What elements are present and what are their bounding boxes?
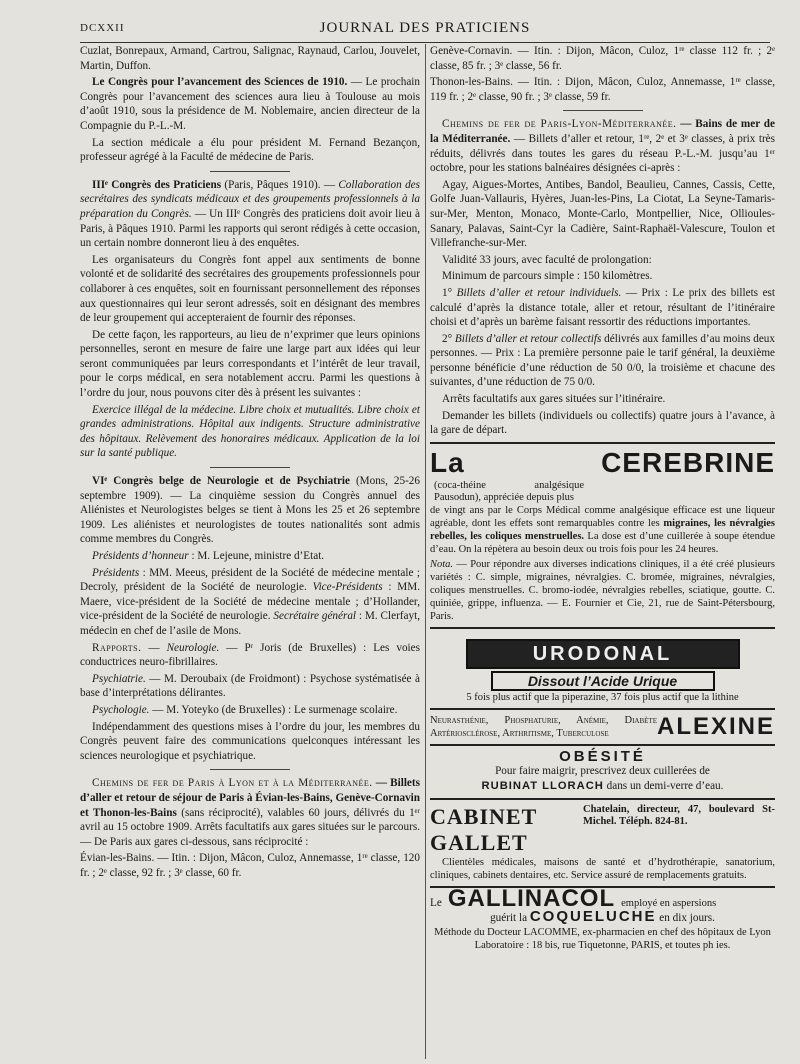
left-column — [80, 44, 420, 882]
gallinacol-guerit: guérit la COQUELUCHE en dix jours. — [490, 908, 715, 926]
gallet-text: Clientèles médicales, maisons de santé et d’hydrothérapie, sanatorium, cliniques, cabinets dentaires, etc. Service assuré de remplacements gratuits. — [430, 856, 775, 881]
psychologie: Psychologie. — M. Yoteyko (de Bruxelles) : Le surmenage scolaire. — [92, 703, 398, 716]
cerebrine-body: de vingt ans par le Corps Médical comme analgésique efficace est une liqueur agréable, dont les effets sont remarquables contre les migraines, les névralgies rebelles, les coliques menstruelles. La dose est d’une cuillerée à soupe étendue d’eau. On la répètera au besoin deux ou trois fois pour les 24 heures. — [430, 504, 775, 555]
page-number: DCXXII — [80, 22, 125, 34]
alexine-brand: ALEXINE — [656, 712, 775, 740]
gallinacol-ad — [430, 886, 775, 952]
cerebrine-ad — [430, 442, 775, 623]
validite: Validité 33 jours, avec faculté de prolongation: — [442, 253, 652, 266]
demander-billets: Demander les billets (individuels ou collectifs) quatre jours à l’avance, à la gare de départ. — [430, 409, 775, 437]
obesite-ad — [430, 744, 775, 794]
cerebrine-brand: La CEREBRINE — [430, 446, 775, 478]
urodonal-note: 5 fois plus actif que la piperazine, 37 fois plus actif que la lithine — [466, 691, 739, 703]
page-header — [80, 20, 770, 43]
journal-title: JOURNAL DES PRATICIENS — [319, 20, 531, 36]
arrets-facultatifs: Arrêts facultatifs aux gares situées sur l’itinéraire. — [442, 393, 666, 406]
section-medicale: La section médicale a élu pour président M. Fernand Bezançon, professeur agrégé à la Faculté de médecine de Paris. — [80, 136, 420, 164]
psychiatrie: Psychiatrie. — M. Deroubaix (de Froidmont) : Psychose systématisée à base d’interprétations délirantes. — [80, 672, 420, 700]
urodonal-ad — [430, 627, 775, 704]
obesite-line: RUBINAT LLORACH dans un demi-verre d’eau. — [481, 780, 724, 793]
questions-list: Exercice illégal de la médecine. Libre choix et mutualités. Libre choix et grandes administrations. Hôpital aux indigents. Structure administrative des hôpitaux. Relèvement des honoraires médicaux. Application de la loi sur la santé publique. — [80, 403, 420, 460]
gallinacol-employe: employé en aspersions — [621, 897, 717, 909]
gallinacol-brand: GALLINACOL — [447, 884, 616, 912]
congres-avancement: Le Congrès pour l’avancement des Sciences de 1910. — Le prochain Congrès pour l’avancement des sciences aura lieu à Toulouse au mois d’août 1910, sous la présidence de M. Noblemaire, ancien directeur de la Compagnie du P.-L.-M. — [80, 76, 420, 132]
cerebrine-nota: Nota. — Pour répondre aux diverses indications cliniques, il a été créé plusieurs variétés : C. simple, migraines, névralgies. C. bromée, migraines, névralgies, coliques menstruelles. C. bromo-iodée, névralgies rebelles, sciatique, goutte. C. quiniée, grippe, influenza. — E. Fournier et Cie, 21, rue de Saint-Pétersbourg, Paris. — [430, 558, 775, 622]
gallinacol-le: Le — [430, 896, 442, 909]
separator — [210, 467, 290, 468]
chemins-de-fer-plm: Chemins de fer de Paris à Lyon et à la Méditerranée. — Billets d’aller et retour de séjour de Paris à Évian-les-Bains, Genève-Cornavin et Thonon-les-Bains (sans réciprocité), valables 60 jours, délivrés du 1ᵉʳ avril au 15 octobre 1909. Arrêts facultatifs aux gares situées sur le parcours. — De Paris aux gares ci-dessous, sans réciprocité : — [80, 777, 420, 848]
intro-names: Cuzlat, Bonrepaux, Armand, Cartrou, Salignac, Raynaud, Carlou, Jouvelet, Martin, Duffon. — [80, 45, 420, 72]
presidents: Présidents : MM. Meeus, président de la Société de médecine mentale ; Decroly, président de la Société de neurologie. Vice-Présidents : MM. Maere, vice-président de la Société de médecine mentale ; d’Hollander, vice-président de la Société de neurologie. Secrétaire général : M. Clerfayt, médecin en chef de l’asile de Mons. — [80, 566, 420, 637]
separator — [563, 110, 643, 111]
cerebrine-subtitle: (coca-théine analgésique Pausodun), appréciée depuis plus — [434, 479, 584, 503]
gallinacol-methode: Méthode du Docteur LACOMME, ex-pharmacien en chef des hôpitaux de Lyon — [434, 926, 771, 938]
obesite-title: OBÉSITÉ — [559, 747, 646, 765]
vi-congres: VIᵉ Congrès belge de Neurologie et de Psychiatrie (Mons, 25-26 septembre 1909). — La cinquième session du Congrès annuel des Aliénistes et Neurologistes belges se tient à Mons les 25 et 26 septembre 1909. Les aliénistes et neurologistes de toutes nationalités sont admis comme membres du Congrès. — [80, 475, 420, 546]
stations-list: Agay, Aigues-Mortes, Antibes, Bandol, Beaulieu, Cannes, Cassis, Cette, Golfe Juan-Vallauris, Hyères, Juan-les-Pins, La Ciotat, La Seyne-Tamaris-sur-Mer, Menton, Monaco, Monte-Carlo, Montpellier, Nice, Ollioules-Sanary, Palavas, Saint-Cyr la Cadière, Saint-Raphaël-Valescure, Toulon et Villefranche-sur-Mer. — [430, 178, 775, 250]
alexine-indications: Neurasthénie, Phosphaturie, Anémie, Diabète Artériosclérose, Arthritisme, Tuberculose — [430, 714, 657, 739]
organisateurs: Les organisateurs du Congrès font appel aux sentiments de bonne volonté et de solidarité des secrétaires des groupements professionnels pour collaborer à ces enquêtes, soit en fournissant personnellement des réponses aux questionnaires qui leur seront adressés, soit en désignant des membres de leur groupement qui accepteraient de fournir des réponses. — [80, 253, 420, 325]
gallinacol-laboratoire: Laboratoire : 18 bis, rue Tiquetonne, PARIS, et toutes ph ies. — [474, 939, 731, 951]
minimum-parcours: Minimum de parcours simple : 150 kilomètres. — [442, 270, 653, 283]
gallet-ad — [430, 798, 775, 882]
evian-fares: Évian-les-Bains. — Itin. : Dijon, Mâcon, Culoz, Annemasse, 1ʳᵉ classe, 120 fr. ; 2ᵉ classe, 92 fr. ; 3ᵉ classe, 60 fr. — [80, 852, 420, 879]
billets-individuels: 1° Billets d’aller et retour individuels. — Prix : Le prix des billets est calculé d’après la distance totale, aller et retour, résultant de l’itinéraire choisi et d’après un barème faisant ressortir des réductions importantes. — [430, 286, 775, 329]
separator — [210, 171, 290, 172]
urodonal-brand: URODONAL — [466, 639, 740, 669]
rapports: Rapports. — Neurologie. — Pʳ Joris (de Bruxelles) : Les voies conductrices neuro-fibrillaires. — [80, 641, 420, 669]
urodonal-tagline: Dissout l’Acide Urique — [491, 671, 715, 691]
independamment: Indépendamment des questions mises à l’ordre du jour, les membres du Congrès peuvent faire des communications quelconques intéressant les sciences neurologique et psychiatrique. — [80, 720, 420, 762]
alexine-ad — [430, 708, 775, 740]
column-divider — [425, 44, 426, 1059]
right-column — [430, 44, 775, 952]
billets-collectifs: 2° Billets d’aller et retour collectifs délivrés aux familles d’au moins deux personnes. — Prix : La première personne paie le tarif général, la deuxième personne bénéficie d’une réduction de 50 0/0, la troisième et chacune des suivantes, d’une réduction de 75 0/0. — [430, 332, 775, 389]
de-cette-facon: De cette façon, les rapporteurs, au lieu de n’exprimer que leurs opinions personnelles, seront en mesure de faire une large part aux idées qui leur seront communiquées par leurs correspondants et l’intérêt de leur travail, pour le corps médical, en sera notablement accru. Parmi les questions à l’ordre du jour, nous pouvons citer dès à présent les suivantes : — [80, 328, 420, 400]
bains-de-mer: Chemins de fer de Paris-Lyon-Méditerranée. — Bains de mer de la Méditerranée. — Billets d’aller et retour, 1ʳᵉ, 2ᵉ et 3ᵉ classes, à prix très réduits, délivrés dans toutes les gares du réseau P.-L.-M. jusqu’au 1ᵉʳ octobre, pour les stations balnéaires désignées ci-après : — [430, 118, 775, 175]
obesite-text: Pour faire maigrir, prescrivez deux cuillerées de — [495, 765, 710, 778]
gallet-address: Chatelain, directeur, 47, boulevard St-Michel. Téléph. 824-81. — [582, 803, 775, 827]
presidents-honneur: Présidents d’honneur : M. Lejeune, ministre d’Etat. — [92, 550, 325, 562]
thonon-fares: Thonon-les-Bains. — Itin. : Dijon, Mâcon, Culoz, Annemasse, 1ʳᵉ classe, 119 fr. ; 2ᵉ classe, 90 fr. ; 3ᵉ classe, 59 fr. — [430, 76, 775, 103]
geneve-fares: Genève-Cornavin. — Itin. : Dijon, Mâcon, Culoz, 1ʳᵉ classe 112 fr. ; 2ᵉ classe, 85 fr. ; 3ᵉ classe, 56 fr. — [430, 45, 775, 72]
iii-congres: IIIᵉ Congrès des Praticiens (Paris, Pâques 1910). — Collaboration des secrétaires des syndicats médicaux et des groupements professionnels à la préparation du Congrès. — Un IIIᵉ Congrès des praticiens doit avoir lieu à Paris, à Pâques 1910. Parmi les rapports qui seront rédigés à cette occasion, un certain nombre donneront lieu à des enquêtes. — [80, 178, 420, 250]
gallet-brand: CABINET GALLET — [430, 803, 538, 855]
separator — [210, 769, 290, 770]
